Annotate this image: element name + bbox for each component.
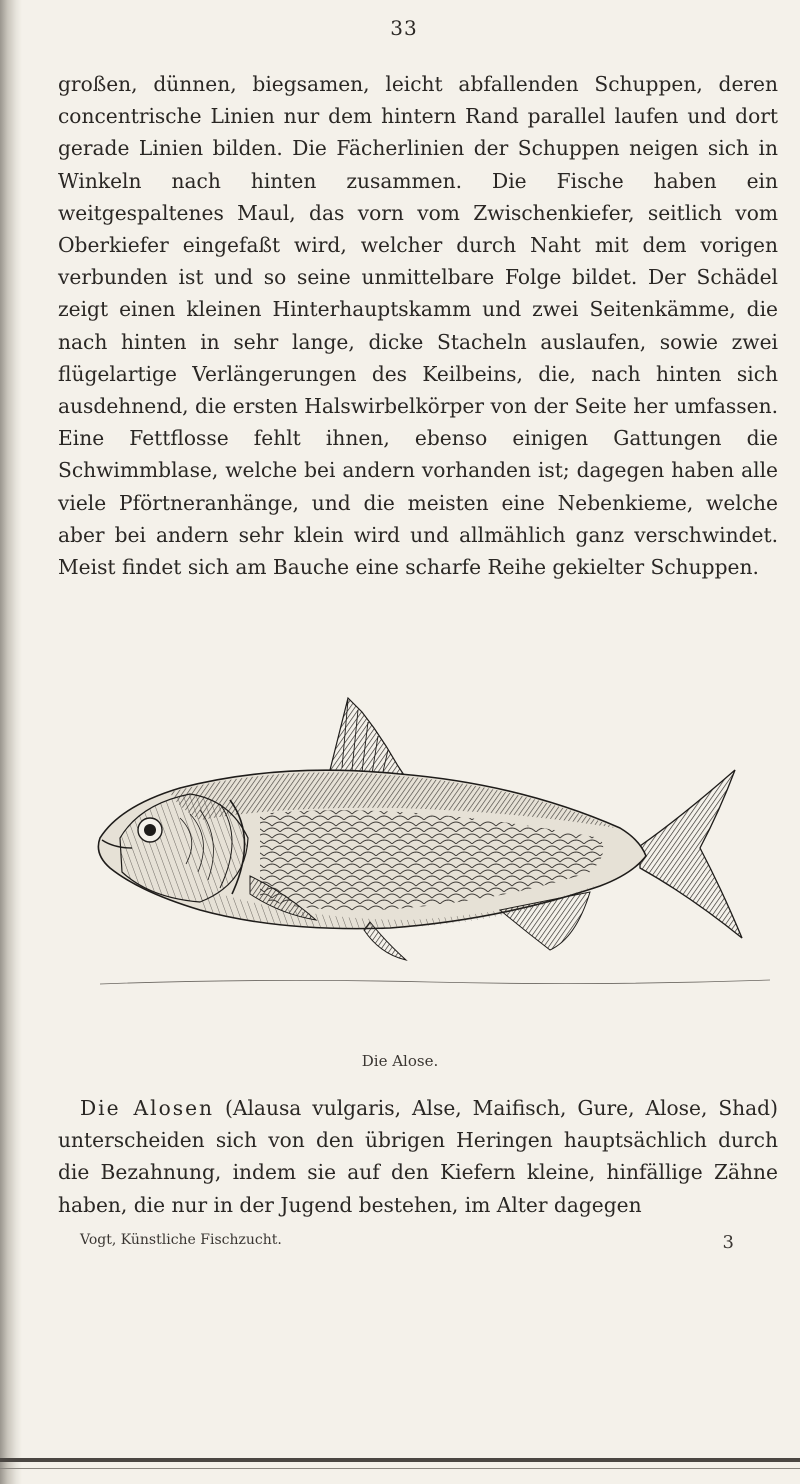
- running-title: Vogt, Künstliche Fischzucht.: [80, 1232, 282, 1248]
- alosen-lead: Die Alosen: [80, 1096, 215, 1120]
- figure-caption: Die Alose.: [361, 1052, 439, 1070]
- body-paragraph-1: großen, dünnen, biegsamen, leicht abfallenden Schuppen, deren concentrische Linien nur dem hintern Rand parallel laufen und dort gerade Linien bilden. Die Fächerlinien der Schuppen neigen sich in Winkeln nach hinten zusammen. Die Fische haben ein weitgespaltenes Maul, das vorn vom Zwischenkiefer, seitlich vom Oberkiefer eingefaßt wird, welcher durch Naht mit dem vorigen verbunden ist und so seine unmittelbare Folge bildet. Der Schädel zeigt einen kleinen Hinterhauptskamm und zwei Seitenkämme, die nach hinten in sehr lange, dicke Stacheln auslaufen, sowie zwei flügelartige Verlängerungen des Keilbeins, die, nach hinten sich ausdehnend, die ersten Halswirbelkörper von der Seite her umfassen. Eine Fettflosse fehlt ihnen, ebenso einigen Gattungen die Schwimmblase, welche bei andern vorhanden ist; dagegen haben alle viele Pförtneranhänge, und die meisten eine Nebenkieme, welche aber bei andern sehr klein wird und allmählich ganz verschwindet. Meist findet sich am Bauche eine scharfe Reihe gekielter Schuppen.: [58, 72, 778, 580]
- body-paragraph-2-text: (Alausa vulgaris, Alse, Maifisch, Gure, Alose, Shad) unterscheiden sich von den übrigen Heringen hauptsächlich durch die Bezahnung, indem sie auf den Kiefern kleine, hinfällige Zähne haben, die nur in der Jugend bestehen, im Alter dagegen: [58, 1096, 778, 1217]
- signature-mark: 3: [722, 1232, 734, 1253]
- binding-shadow: [0, 0, 22, 1484]
- bottom-rule: [0, 1458, 800, 1462]
- page-number: 33: [390, 16, 418, 40]
- fish-illustration: [80, 688, 780, 1018]
- bottom-rule-thin: [0, 1468, 800, 1469]
- page-footer: [80, 1232, 734, 1253]
- body-paragraph-2: [58, 1092, 778, 1221]
- alose-fish-icon: [80, 688, 780, 1018]
